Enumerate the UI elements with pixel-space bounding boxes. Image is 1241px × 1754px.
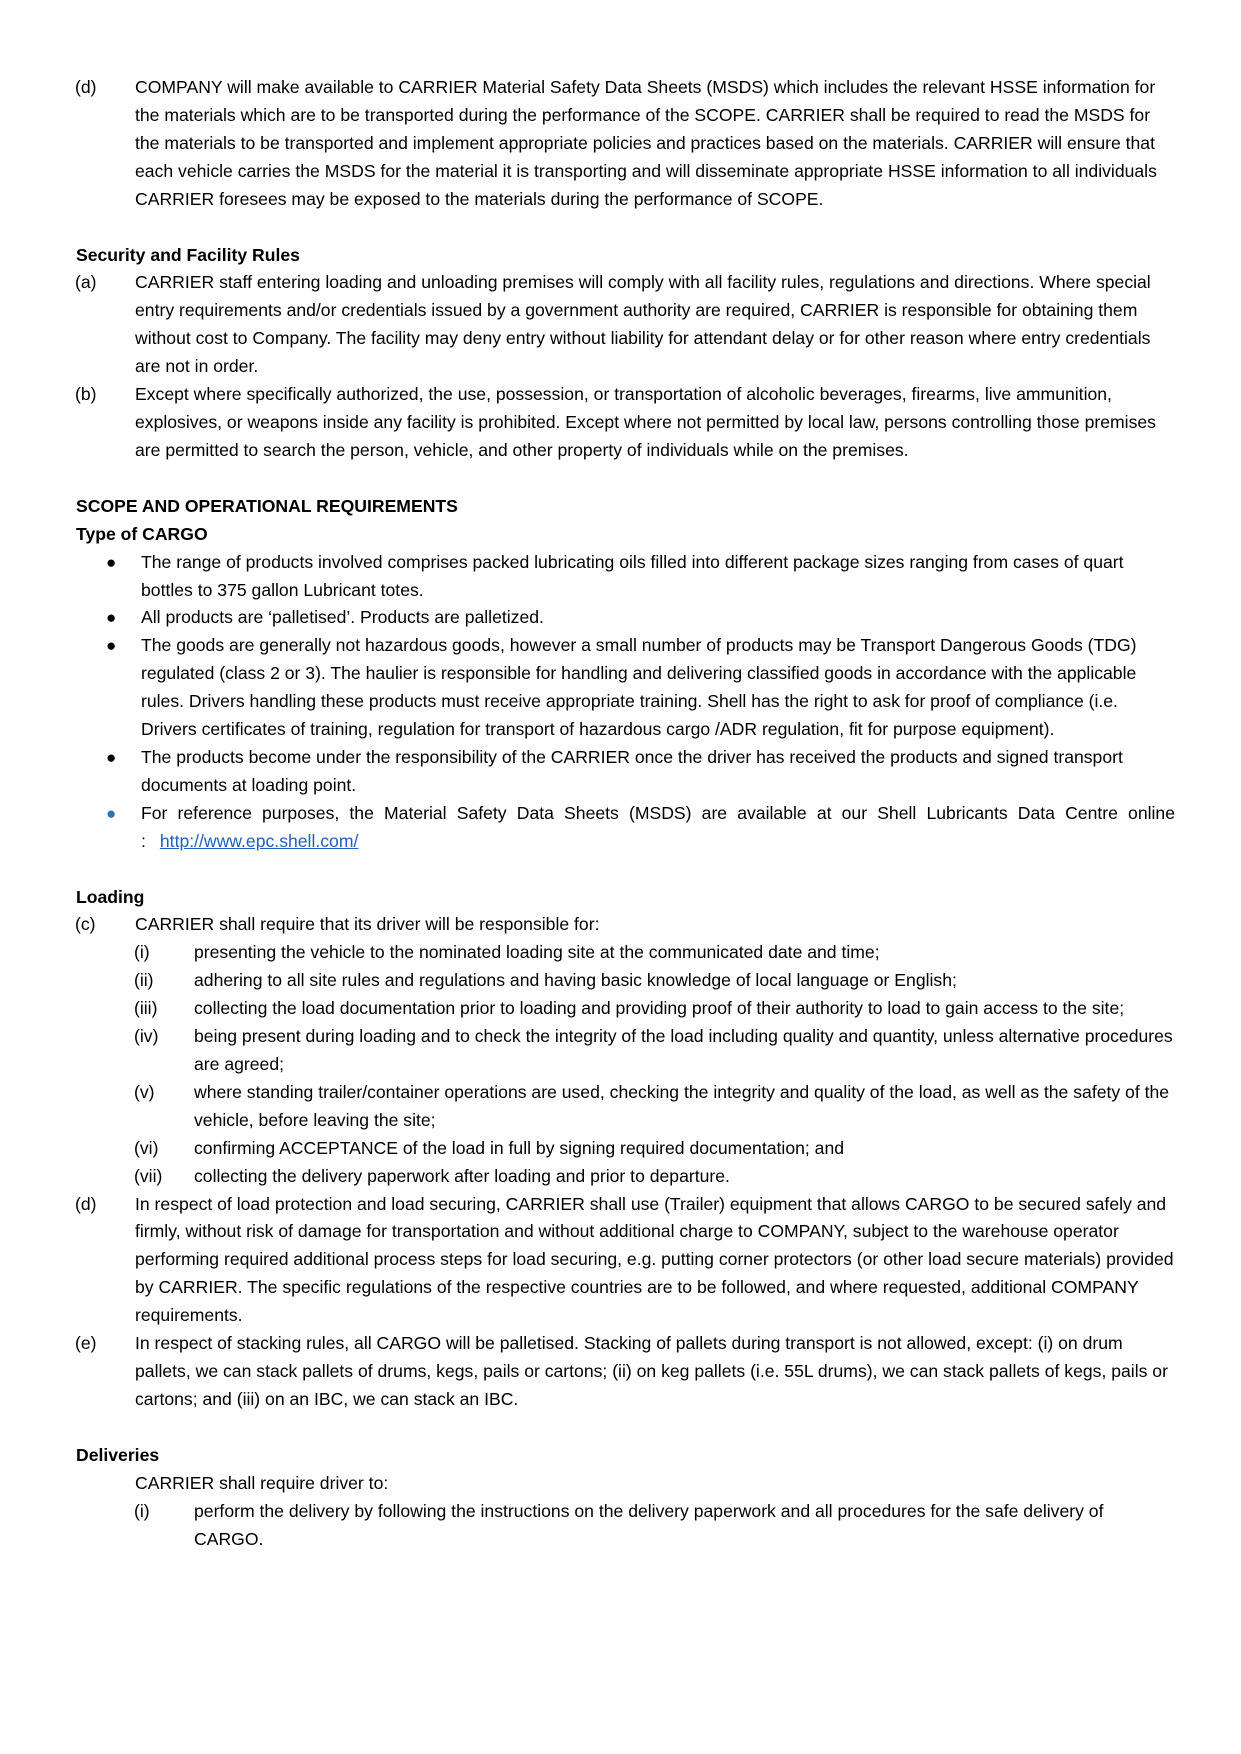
subitem-label: (vi) — [134, 1137, 159, 1158]
security-clause-a — [75, 269, 1175, 381]
spacer — [0, 856, 1241, 884]
loading-subitem — [134, 1023, 1175, 1079]
clause-text: Except where specifically authorized, the use, possession, or transportation of alcoholic beverages, firearms, live ammunition, explosives, or weapons inside any facility is prohibited. Except where not permitted by local law, persons controlling those premises are permitted to search the person, vehicle, and other property of individuals while on the premises. — [135, 384, 1156, 460]
loading-clause-e — [75, 1330, 1175, 1414]
bullet-text: The range of products involved comprises packed lubricating oils filled into different package sizes ranging from cases of quart bottles to 375 gallon Lubricant totes. — [141, 551, 1124, 600]
loading-clause-d — [75, 1191, 1175, 1331]
security-heading: Security and Facility Rules — [76, 244, 300, 265]
cargo-bullet — [106, 632, 1175, 744]
spacer — [0, 1414, 1241, 1442]
bullet-icon: ● — [106, 552, 117, 572]
clause-label: (a) — [75, 272, 97, 293]
subitem-label: (v) — [134, 1081, 155, 1102]
subitem-text: perform the delivery by following the instructions on the delivery paperwork and all procedures for the safe delivery of CARGO. — [194, 1500, 1104, 1549]
clause-label: (d) — [75, 1193, 97, 1214]
subitem-label: (i) — [134, 1500, 150, 1521]
bullet-icon: ● — [106, 608, 117, 628]
subitem-text: presenting the vehicle to the nominated loading site at the communicated date and time; — [194, 942, 880, 963]
subitem-text: confirming ACCEPTANCE of the load in full by signing required documentation; and — [194, 1137, 845, 1158]
cargo-type-heading: Type of CARGO — [76, 523, 208, 544]
bullet-text: The products become under the responsibility of the CARRIER once the driver has received the products and signed transport documents at loading point. — [141, 746, 1123, 795]
subitem-text: where standing trailer/container operations are used, checking the integrity and quality of the load, as well as the safety of the vehicle, before leaving the site; — [194, 1081, 1170, 1130]
spacer — [0, 214, 1241, 242]
clause-text: CARRIER shall require that its driver will be responsible for: — [135, 914, 600, 935]
loading-subitem — [134, 1163, 1175, 1191]
bullet-icon: ● — [106, 803, 117, 823]
loading-heading: Loading — [76, 886, 145, 907]
reference-text: For reference purposes, the Material Safety Data Sheets (MSDS) are available at our Shell Lubricants Data Centre online : — [141, 802, 1175, 851]
clause-text: In respect of stacking rules, all CARGO will be palletised. Stacking of pallets during transport is not allowed, except: (i) on drum pallets, we can stack pallets of drums, kegs, pails or cartons; (ii) on keg pallets (i.e. 55L drums), we can stack pallets of kegs, pails or cartons; and (iii) on an IBC, we can stack an IBC. — [135, 1333, 1168, 1409]
clause-text: CARRIER staff entering loading and unloading premises will comply with all facility rules, regulations and directions. Where special entry requirements and/or credentials issued by a government authority are required, CARRIER is responsible for obtaining them without cost to Company. The facility may deny entry without liability for attendant delay or for other reason where entry credentials are not in order. — [135, 272, 1151, 377]
clause-text: In respect of load protection and load securing, CARRIER shall use (Trailer) equipment that allows CARGO to be secured safely and firmly, without risk of damage for transportation and without additional charge to COMPANY, subject to the warehouse operator performing required additional process steps for load securing, e.g. putting corner protectors (or other load secure materials) provided by CARRIER. The specific regulations of the respective countries are to be followed, and where requested, additional COMPANY requirements. — [135, 1193, 1174, 1326]
subitem-label: (vii) — [134, 1165, 163, 1186]
subitem-text: collecting the load documentation prior to loading and providing proof of their authority to load to gain access to the site; — [194, 998, 1125, 1019]
bullet-icon: ● — [106, 747, 117, 767]
security-clause-b — [75, 381, 1175, 465]
clause-text: COMPANY will make available to CARRIER Material Safety Data Sheets (MSDS) which includes the relevant HSSE information for the materials which are to be transported during the performance of the SCOPE. CARRIER shall be required to read the MSDS for the materials to be transported and implement appropriate policies and practices based on the materials. CARRIER will ensure that each vehicle carries the MSDS for the material it is transporting and will disseminate appropriate HSSE information to all individuals CARRIER foresees may be exposed to the materials during the performance of SCOPE. — [135, 77, 1157, 209]
subitem-label: (i) — [134, 942, 150, 963]
loading-subitem — [134, 1079, 1175, 1135]
scope-heading: SCOPE AND OPERATIONAL REQUIREMENTS — [76, 495, 458, 516]
clause-label: (b) — [75, 384, 97, 405]
clause-d-msds — [75, 74, 1175, 214]
subitem-label: (iv) — [134, 1026, 159, 1047]
bullet-text: All products are ‘palletised’. Products are palletized. — [141, 607, 544, 628]
cargo-bullet — [106, 549, 1175, 605]
loading-subitem — [134, 967, 1175, 995]
deliveries-intro: CARRIER shall require driver to: — [135, 1472, 389, 1493]
subitem-text: collecting the delivery paperwork after loading and prior to departure. — [194, 1165, 730, 1186]
deliveries-heading: Deliveries — [76, 1444, 160, 1465]
loading-subitem — [134, 939, 1175, 967]
spacer — [0, 465, 1241, 493]
clause-label: (e) — [75, 1333, 97, 1354]
subitem-text: adhering to all site rules and regulations and having basic knowledge of local language or English; — [194, 970, 957, 991]
loading-subitem — [134, 1135, 1175, 1163]
loading-clause-c — [75, 911, 1175, 939]
bullet-text: The goods are generally not hazardous goods, however a small number of products may be Transport Dangerous Goods (TDG) regulated (class 2 or 3). The haulier is responsible for handling and delivering classified goods in accordance with the applicable rules. Drivers handling these products must receive appropriate training. Shell has the right to ask for proof of compliance (i.e. Drivers certificates of training, regulation for transport of hazardous cargo /ADR regulation, fit for purpose equipment). — [141, 635, 1137, 740]
bullet-text — [141, 800, 1175, 856]
loading-subitem — [134, 995, 1175, 1023]
msds-link[interactable]: http://www.epc.shell.com/ — [159, 830, 359, 851]
subitem-text: being present during loading and to check the integrity of the load including quality and quantity, unless alternative procedures are agreed; — [194, 1026, 1173, 1074]
subitem-label: (ii) — [134, 970, 154, 991]
cargo-bullet — [106, 744, 1175, 800]
cargo-bullet — [106, 604, 1175, 632]
clause-label: (c) — [75, 914, 96, 935]
clause-label: (d) — [75, 77, 97, 97]
subitem-label: (iii) — [134, 998, 158, 1019]
msds-reference-bullet — [106, 800, 1175, 856]
deliveries-subitem — [134, 1498, 1175, 1554]
bullet-icon: ● — [106, 636, 117, 656]
